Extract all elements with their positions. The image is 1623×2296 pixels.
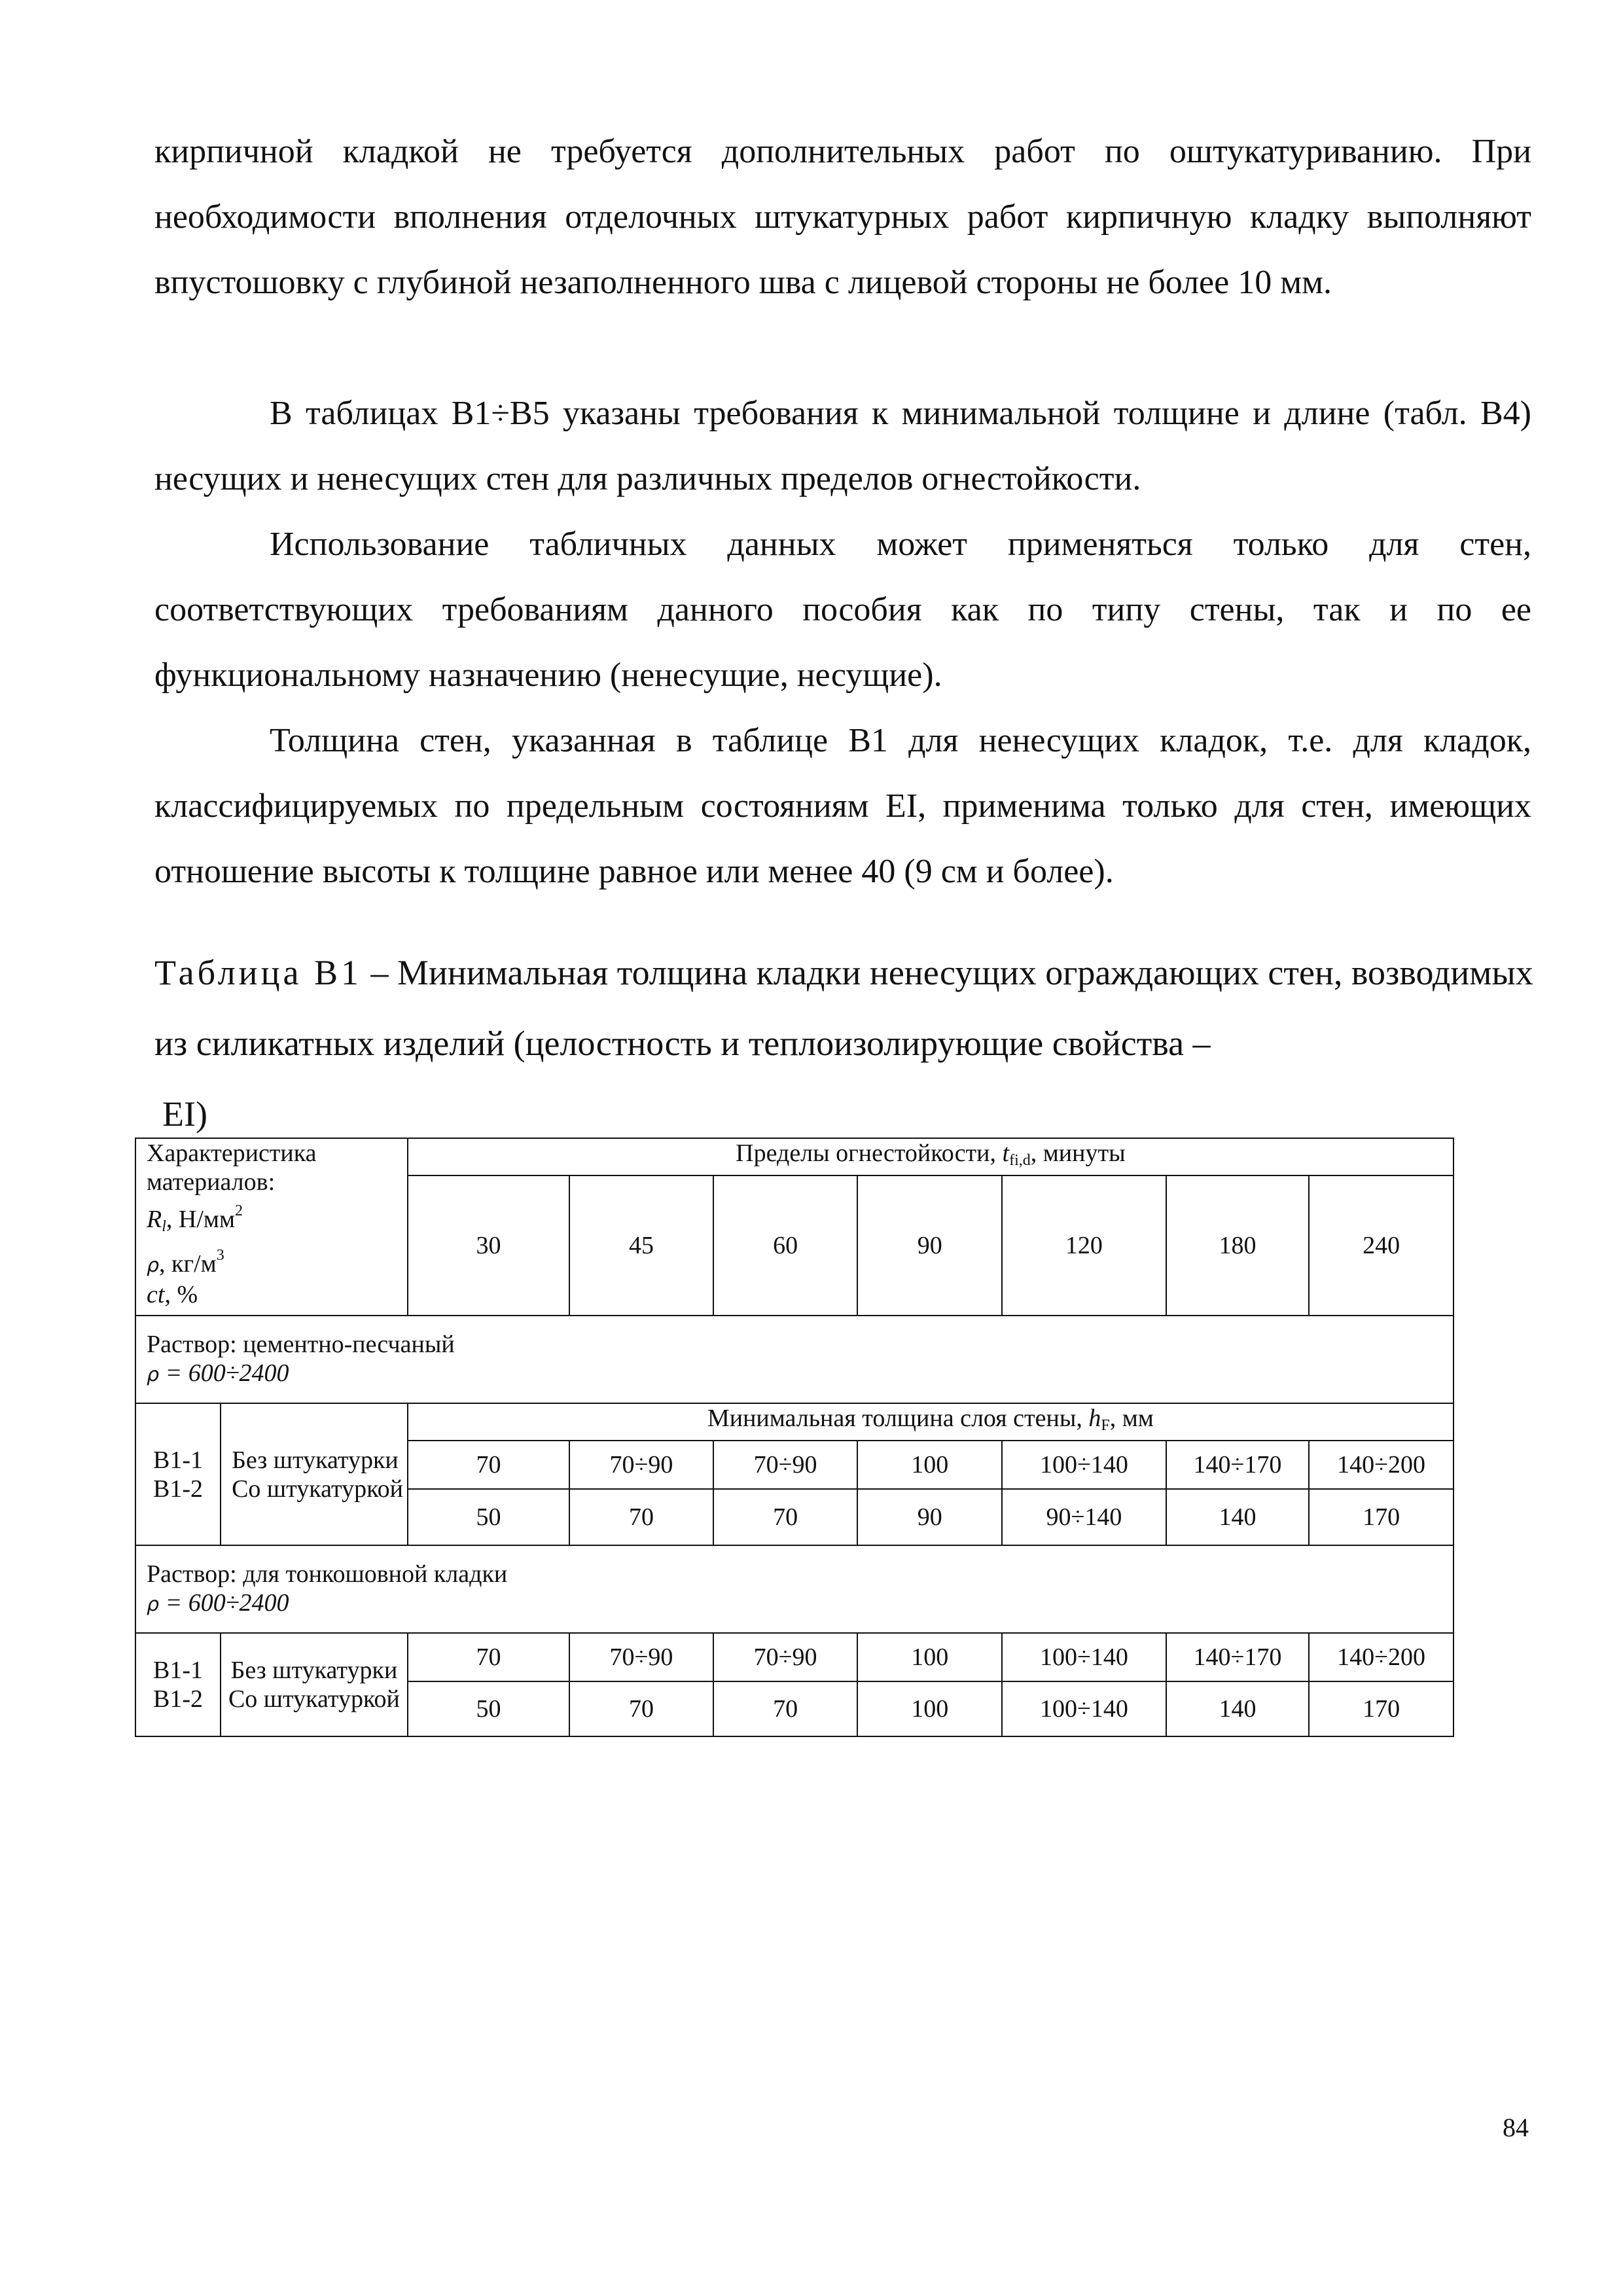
value-cell: 50	[408, 1489, 569, 1545]
value-cell: 170	[1309, 1489, 1454, 1545]
paragraph-tables-overview: В таблицах В1÷В5 указаны требования к минимальной толщине и длине (табл. В4) несущих и ненесущих стен для различных пределов огнестойкости.	[154, 395, 1531, 497]
value-cell: 70	[569, 1489, 713, 1545]
table-caption-text: Минимальная толщина кладки ненесущих ограждающих стен, возводимых из силикатных изделий (целостность и теплоизолирующие свойства –	[154, 953, 1533, 1063]
value-cell: 70	[713, 1681, 858, 1736]
mortar-type: Раствор: цементно-песчаный	[147, 1330, 455, 1358]
minutes-cell: 30	[408, 1175, 569, 1316]
char-header-ct: ct, %	[147, 1281, 198, 1308]
row-labels	[221, 1633, 408, 1736]
value-cell: 140÷170	[1166, 1441, 1310, 1489]
value-cell: 100÷140	[1002, 1633, 1166, 1681]
value-cell: 140÷200	[1309, 1441, 1454, 1489]
paragraph-wall-thickness: Толщина стен, указанная в таблице В1 для ненесущих кладок, т.е. для кладок, классифицируемых по предельным состояниям EI, применима только для стен, имеющих отношение высоты к толщине равное или менее 40 (9 см и более).	[154, 722, 1531, 890]
value-cell: 90	[857, 1489, 1002, 1545]
value-cell: 70÷90	[713, 1441, 858, 1489]
value-cell: 70÷90	[713, 1633, 858, 1681]
mortar-section-header	[135, 1316, 1454, 1403]
row-label: Без штукатурки	[232, 1446, 399, 1474]
value-cell: 100	[857, 1681, 1002, 1736]
value-cell: 100	[857, 1441, 1002, 1489]
row-label: Со штукатуркой	[228, 1685, 400, 1713]
thickness-header: Минимальная толщина слоя стены, $h_F$, мм	[408, 1403, 1454, 1441]
page-number: 84	[1503, 2113, 1529, 2142]
paragraph-continuation: кирпичной кладкой не требуется дополнительных работ по оштукатуриванию. При необходимости вполнения отделочных штукатурных работ кирпичную кладку выполняют впустошовку с глубиной незаполненного шва с лицевой стороны не более 10 мм.	[154, 133, 1531, 301]
fire-limits-header: Пределы огнестойкости, $t_{fi,d}$, минуты	[408, 1138, 1454, 1175]
value-cell: 70	[569, 1681, 713, 1736]
value-cell: 100÷140	[1002, 1681, 1166, 1736]
row-label: Со штукатуркой	[232, 1475, 404, 1503]
minutes-cell: 90	[857, 1175, 1002, 1316]
mortar-section-header	[135, 1545, 1454, 1633]
table-caption-label: Таблица В1	[154, 953, 362, 992]
minutes-cell: 180	[1166, 1175, 1310, 1316]
value-cell: 70	[408, 1441, 569, 1489]
value-cell: 100÷140	[1002, 1441, 1166, 1489]
mortar-type: Раствор: для тонкошовной кладки	[147, 1560, 508, 1588]
row-labels	[221, 1403, 408, 1545]
paragraph-table-usage: Использование табличных данных может применяться только для стен, соответствующих требованиям данного пособия как по типу стены, так и по ее функциональному назначению (ненесущие, несущие).	[154, 526, 1531, 694]
char-header-r: $R_l$, $Н/мм^2$	[147, 1202, 243, 1235]
char-header-rho: ρ, $кг/м^3$	[147, 1247, 224, 1278]
minutes-cell: 60	[713, 1175, 858, 1316]
value-cell: 70	[713, 1489, 858, 1545]
value-cell: 70	[408, 1633, 569, 1681]
row-codes: В1-1 В1-2	[135, 1633, 221, 1736]
table-caption-dash: –	[361, 953, 397, 992]
char-header-line2: материалов:	[147, 1168, 276, 1196]
table-caption	[154, 937, 1542, 1149]
minutes-cell: 45	[569, 1175, 713, 1316]
row-label: Без штукатурки	[230, 1657, 398, 1684]
mortar-density: ρ = 600÷2400	[147, 1588, 289, 1617]
value-cell: 70÷90	[569, 1441, 713, 1489]
char-header-line1: Характеристика	[147, 1139, 317, 1167]
material-characteristics-header	[135, 1138, 408, 1316]
table-caption-ei: EI)	[162, 1094, 207, 1134]
value-cell: 170	[1309, 1681, 1454, 1736]
value-cell: 140	[1166, 1681, 1310, 1736]
value-cell: 50	[408, 1681, 569, 1736]
value-cell: 140÷200	[1309, 1633, 1454, 1681]
minutes-cell: 120	[1002, 1175, 1166, 1316]
row-codes: В1-1 В1-2	[135, 1403, 221, 1545]
mortar-density: ρ = 600÷2400	[147, 1359, 289, 1387]
fire-resistance-table	[135, 1138, 1454, 1737]
value-cell: 70÷90	[569, 1633, 713, 1681]
value-cell: 90÷140	[1002, 1489, 1166, 1545]
value-cell: 100	[857, 1633, 1002, 1681]
value-cell: 140÷170	[1166, 1633, 1310, 1681]
minutes-cell: 240	[1309, 1175, 1454, 1316]
value-cell: 140	[1166, 1489, 1310, 1545]
